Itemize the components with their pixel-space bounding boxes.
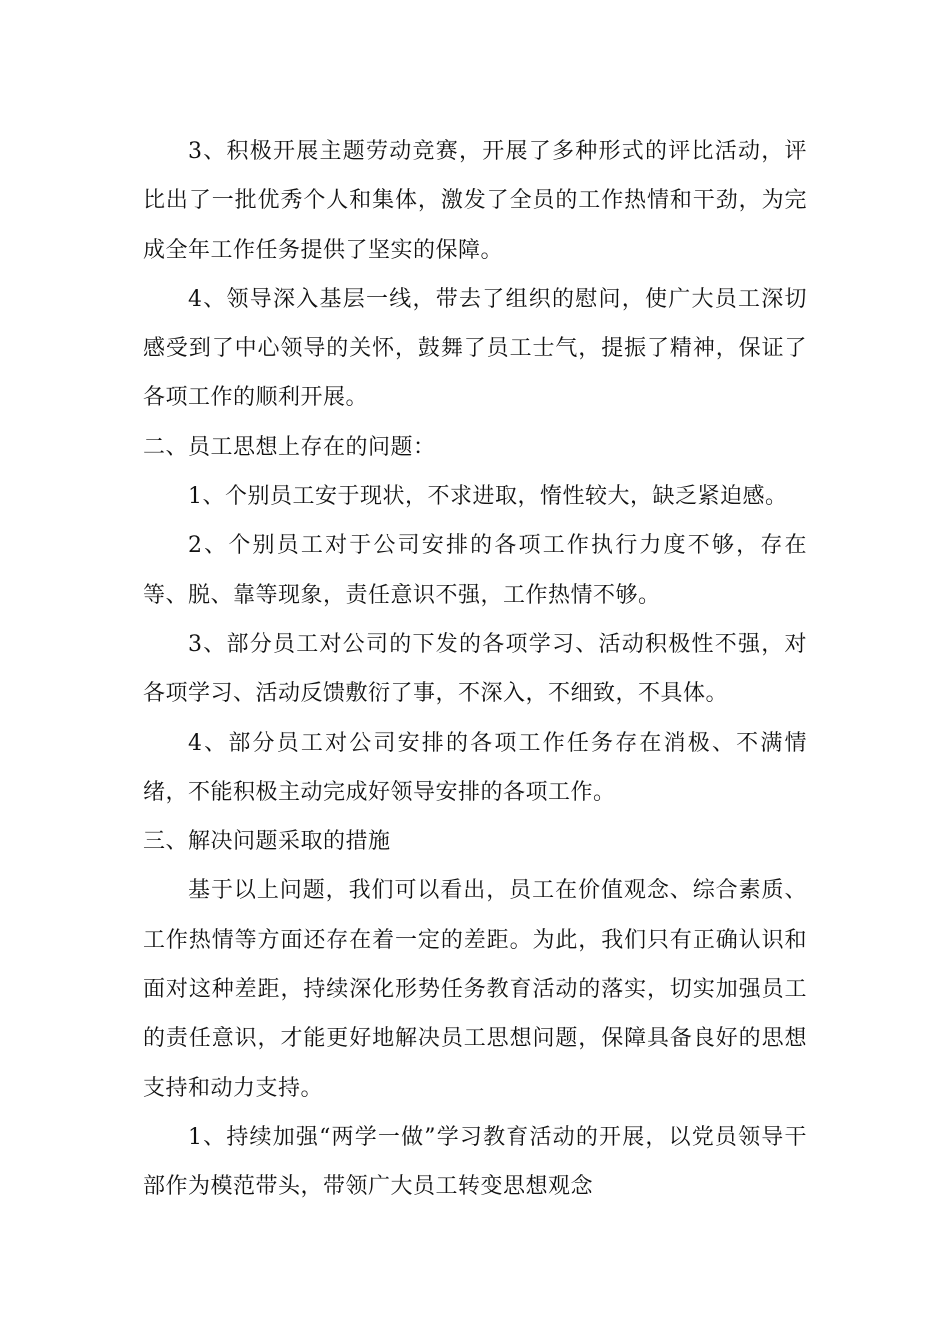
document-body [143, 127, 807, 1212]
paragraph-measure-1: 1、持续加强“两学一做”学习教育活动的开展，以党员领导干部作为模范带头，带领广大员工转变思想观念 [143, 1124, 807, 1200]
paragraph-problem-1: 1、个别员工安于现状，不求进取，惰性较大，缺乏紧迫感。 [188, 484, 788, 510]
section-heading-problems: 二、员工思想上存在的问题： [143, 434, 436, 460]
paragraph-competition: 3、积极开展主题劳动竞赛，开展了多种形式的评比活动，评比出了一批优秀个人和集体，激发了全员的工作热情和干劲，为完成全年工作任务提供了坚实的保障。 [143, 139, 807, 263]
section-heading-measures: 三、解决问题采取的措施 [143, 829, 391, 855]
paragraph-problem-3: 3、部分员工对公司的下发的各项学习、活动积极性不强，对各项学习、活动反馈敷衍了事，不深入，不细致，不具体。 [143, 631, 807, 707]
paragraph-leadership-visit: 4、领导深入基层一线，带去了组织的慰问，使广大员工深切感受到了中心领导的关怀，鼓舞了员工士气，提振了精神，保证了各项工作的顺利开展。 [143, 286, 807, 411]
paragraph-problem-2: 2、个别员工对于公司安排的各项工作执行力度不够，存在等、脱、靠等现象，责任意识不强，工作热情不够。 [143, 533, 807, 608]
paragraph-measures-intro: 基于以上问题，我们可以看出，员工在价值观念、综合素质、工作热情等方面还存在着一定的差距。为此，我们只有正确认识和面对这种差距，持续深化形势任务教育活动的落实，切实加强员工的责任意识，才能更好地解决员工思想问题，保障具备良好的思想支持和动力支持。 [143, 878, 807, 1101]
paragraph-problem-4: 4、部分员工对公司安排的各项工作任务存在消极、不满情绪，不能积极主动完成好领导安排的各项工作。 [143, 730, 807, 805]
